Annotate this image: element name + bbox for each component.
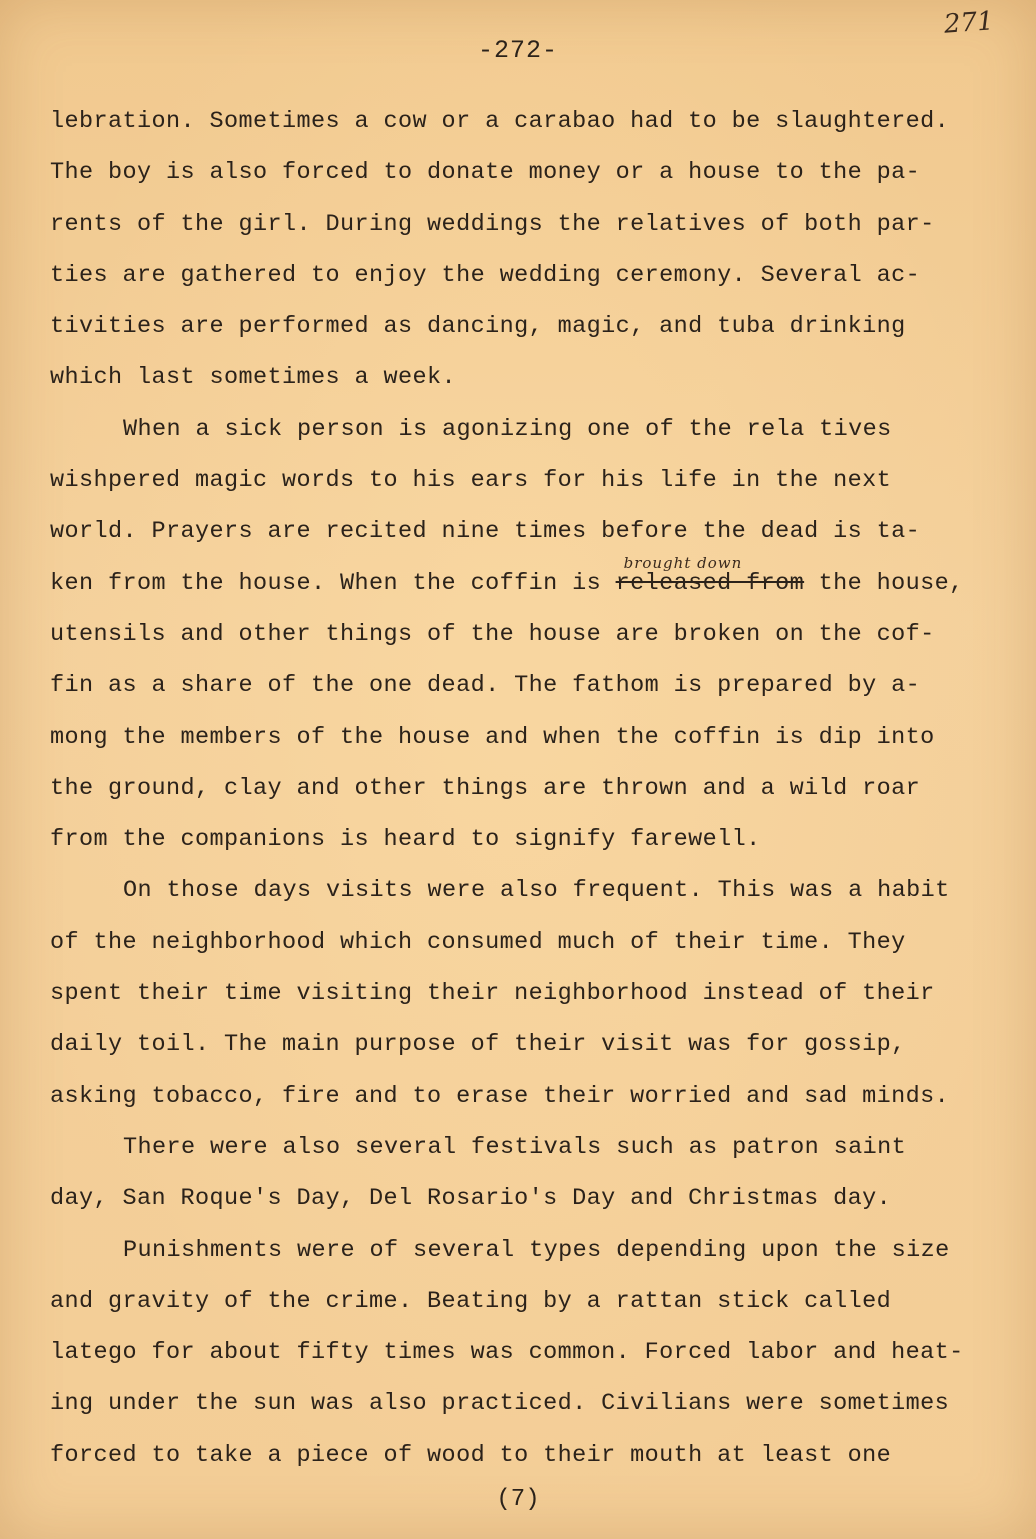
document-body [50,96,990,1481]
text-line-25: latego for about fifty times was common. Forced labor and heat- [50,1339,964,1367]
page-number: -272- [477,36,558,65]
edited-text-line [50,553,990,609]
struck-through-text [615,553,805,597]
edited-line-end: the house, [804,569,964,597]
text-line-7: When a sick person is agonizing one of the rela tives [123,415,892,443]
text-line-23: Punishments were of several types depending upon the size [123,1236,950,1264]
text-line-22: day, San Roque's Day, Del Rosario's Day and Christmas day. [50,1185,892,1213]
text-line-16: On those days visits were also frequent. This was a habit [123,877,950,905]
text-line-9: world. Prayers are recited nine times before the dead is ta- [50,518,921,546]
text-line-17: of the neighborhood which consumed much of their time. They [50,928,906,956]
text-line-6: which last sometimes a week. [50,364,457,392]
text-line-27: forced to take a piece of wood to their mouth at least one [50,1441,892,1469]
text-line-13: mong the members of the house and when the coffin is dip into [50,723,935,751]
text-line-12: fin as a share of the one dead. The fathom is prepared by a- [50,672,921,700]
text-line-3: rents of the girl. During weddings the relatives of both par- [50,210,935,238]
text-line-5: tivities are performed as dancing, magic, and tuba drinking [50,313,906,341]
handwritten-page-number: 271 [943,6,995,40]
text-line-21: There were also several festivals such as patron saint [123,1133,907,1161]
text-line-1: lebration. Sometimes a cow or a carabao had to be slaughtered. [50,108,950,135]
text-line-15: from the companions is heard to signify farewell. [50,826,761,854]
text-line-11: utensils and other things of the house are broken on the cof- [50,620,935,648]
text-line-18: spent their time visiting their neighborhood instead of their [50,980,935,1008]
struck-words: released from [615,569,805,597]
footer-page-number: (7) [496,1486,540,1513]
text-line-20: asking tobacco, fire and to erase their worried and sad minds. [50,1082,950,1110]
handwritten-correction: brought down [623,553,743,572]
text-line-19: daily toil. The main purpose of their visit was for gossip, [50,1031,906,1059]
text-line-8: wishpered magic words to his ears for his life in the next [50,467,892,495]
text-line-24: and gravity of the crime. Beating by a rattan stick called [50,1287,892,1315]
text-line-4: ties are gathered to enjoy the wedding ceremony. Several ac- [50,261,921,289]
text-line-2: The boy is also forced to donate money or a house to the pa- [50,159,921,187]
text-line-14: the ground, clay and other things are thrown and a wild roar [50,774,921,802]
edited-line-start: ken from the house. When the coffin is [50,569,616,597]
text-line-26: ing under the sun was also practiced. Civilians were sometimes [50,1390,950,1418]
